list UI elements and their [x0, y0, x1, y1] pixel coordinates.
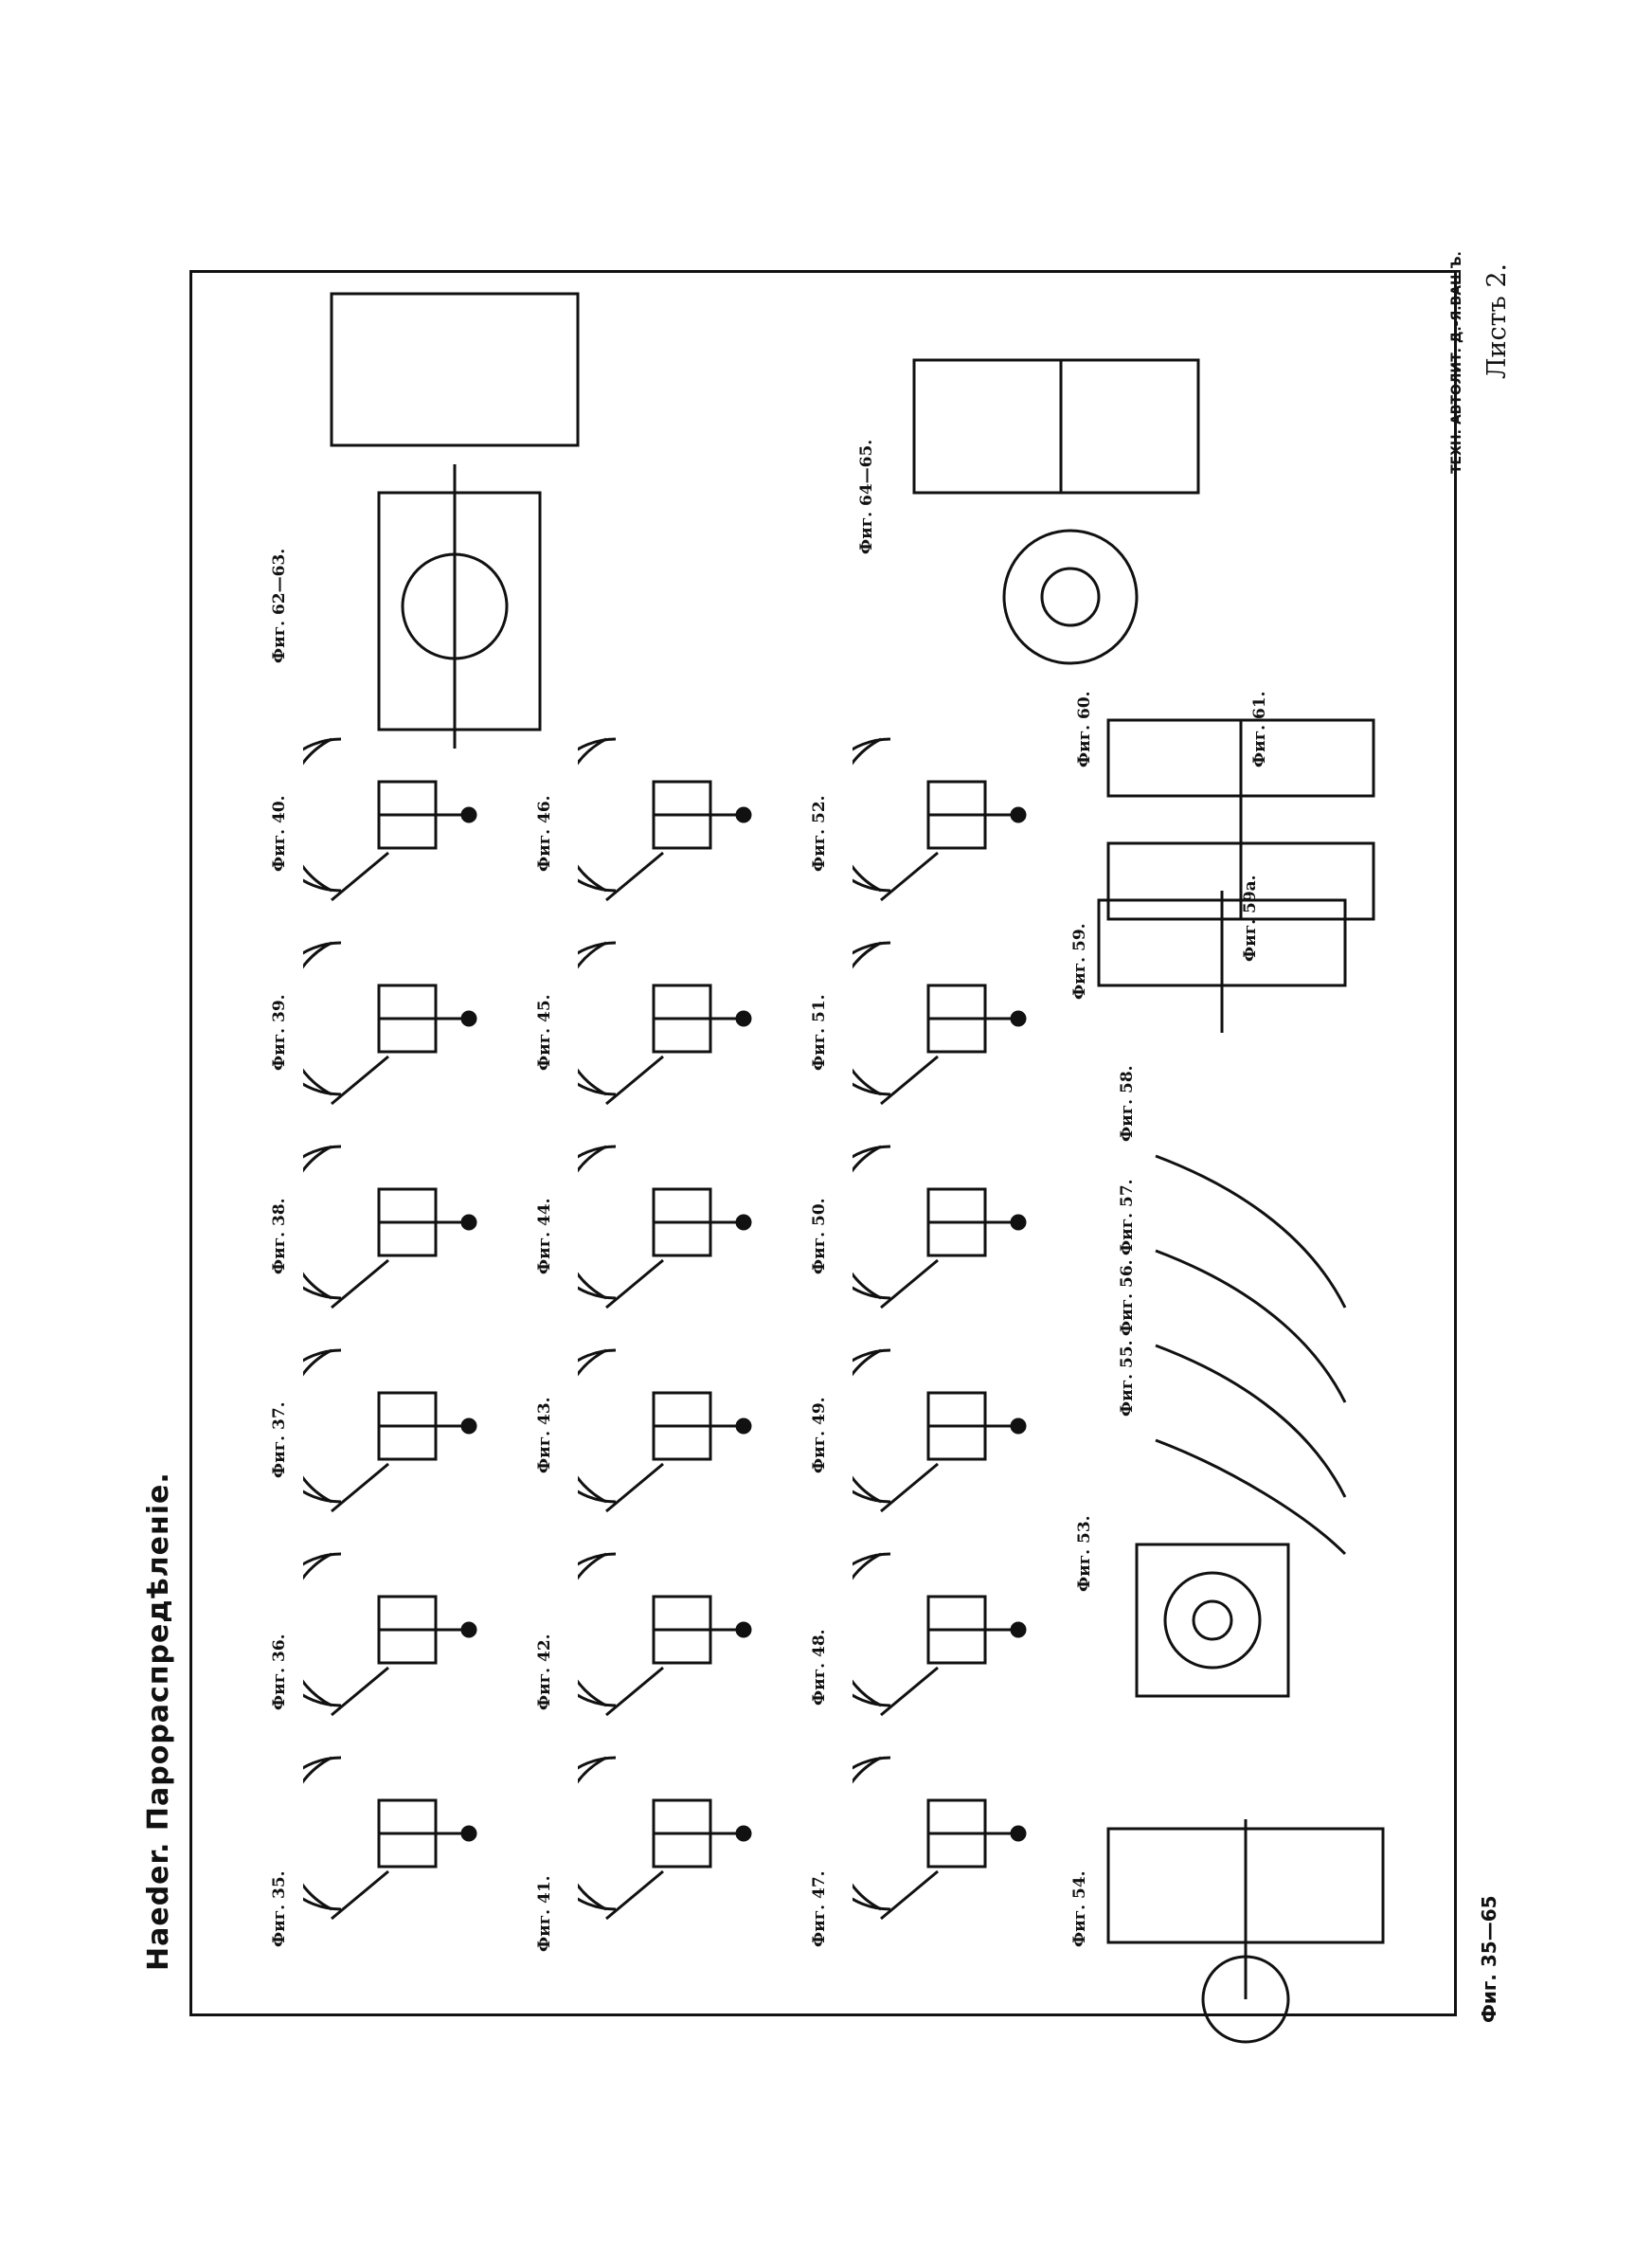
fig-59-drawing [1080, 872, 1383, 1061]
valve-drawing-49 [853, 1331, 1042, 1521]
fig-label-42: Фиг. 42. [535, 1634, 554, 1710]
fig-label-60: Фиг. 60. [1075, 691, 1094, 767]
valve-drawing-41 [578, 1739, 767, 1928]
valve-drawing-47 [853, 1739, 1042, 1928]
printer-imprint: ТЕХН. АВТОЛИТ. Д.-Я.ВАШЪ. [1449, 251, 1464, 474]
fig-label-54: Фиг. 54. [1070, 1870, 1089, 1947]
sheet-number: Листъ 2. [1482, 262, 1512, 379]
fig-label-57: Фиг. 57. [1118, 1179, 1137, 1255]
valve-drawing-51 [853, 924, 1042, 1113]
fig-label-56: Фиг. 56. [1118, 1259, 1137, 1336]
fig-label-35: Фиг. 35. [270, 1870, 289, 1947]
fig-54-drawing [1089, 1800, 1402, 2047]
fig-64-65-drawing [900, 341, 1212, 673]
fig-label-38: Фиг. 38. [270, 1198, 289, 1274]
valve-drawing-52 [853, 720, 1042, 910]
fig-label-45: Фиг. 45. [535, 994, 554, 1071]
fig-label-62-63: Фиг. 62—63. [270, 548, 289, 663]
valve-drawing-35 [303, 1739, 493, 1928]
valve-drawing-42 [578, 1535, 767, 1724]
fig-label-40: Фиг. 40. [270, 795, 289, 872]
fig-label-59a: Фиг. 59а. [1241, 875, 1260, 962]
valve-drawing-46 [578, 720, 767, 910]
fig-label-43: Фиг. 43. [535, 1397, 554, 1473]
fig-label-64-65: Фиг. 64—65. [857, 439, 876, 554]
valve-drawing-43 [578, 1331, 767, 1521]
fig-label-46: Фиг. 46. [535, 795, 554, 872]
fig-label-36: Фиг. 36. [270, 1634, 289, 1710]
fig-label-51: Фиг. 51. [810, 994, 829, 1071]
valve-drawing-37 [303, 1331, 493, 1521]
fig-label-41: Фиг. 41. [535, 1875, 554, 1952]
fig-53-drawing [1108, 1516, 1392, 1734]
valve-drawing-45 [578, 924, 767, 1113]
valve-drawing-48 [853, 1535, 1042, 1724]
sheet-title: Haeder. Парораспредѣленіе. [142, 1472, 175, 1971]
fig-label-44: Фиг. 44. [535, 1198, 554, 1274]
valve-drawing-50 [853, 1128, 1042, 1317]
fig-label-47: Фиг. 47. [810, 1870, 829, 1947]
fig-label-50: Фиг. 50. [810, 1198, 829, 1274]
fig-label-55: Фиг. 55. [1118, 1340, 1137, 1417]
fig-62-63-drawing [313, 275, 597, 767]
fig-label-39: Фиг. 39. [270, 994, 289, 1071]
figure-range: Фиг. 35—65 [1478, 1895, 1500, 2023]
valve-drawing-36 [303, 1535, 493, 1724]
fig-label-61: Фиг. 61. [1250, 691, 1269, 767]
fig-label-53: Фиг. 53. [1075, 1515, 1094, 1592]
fig-label-49: Фиг. 49. [810, 1397, 829, 1473]
fig-55-58-drawing [1118, 1118, 1402, 1573]
fig-label-59: Фиг. 59. [1070, 923, 1089, 1000]
valve-drawing-38 [303, 1128, 493, 1317]
fig-label-52: Фиг. 52. [810, 795, 829, 872]
fig-label-37: Фиг. 37. [270, 1401, 289, 1478]
valve-drawing-44 [578, 1128, 767, 1317]
fig-label-58: Фиг. 58. [1118, 1065, 1137, 1142]
valve-drawing-39 [303, 924, 493, 1113]
fig-label-48: Фиг. 48. [810, 1629, 829, 1706]
